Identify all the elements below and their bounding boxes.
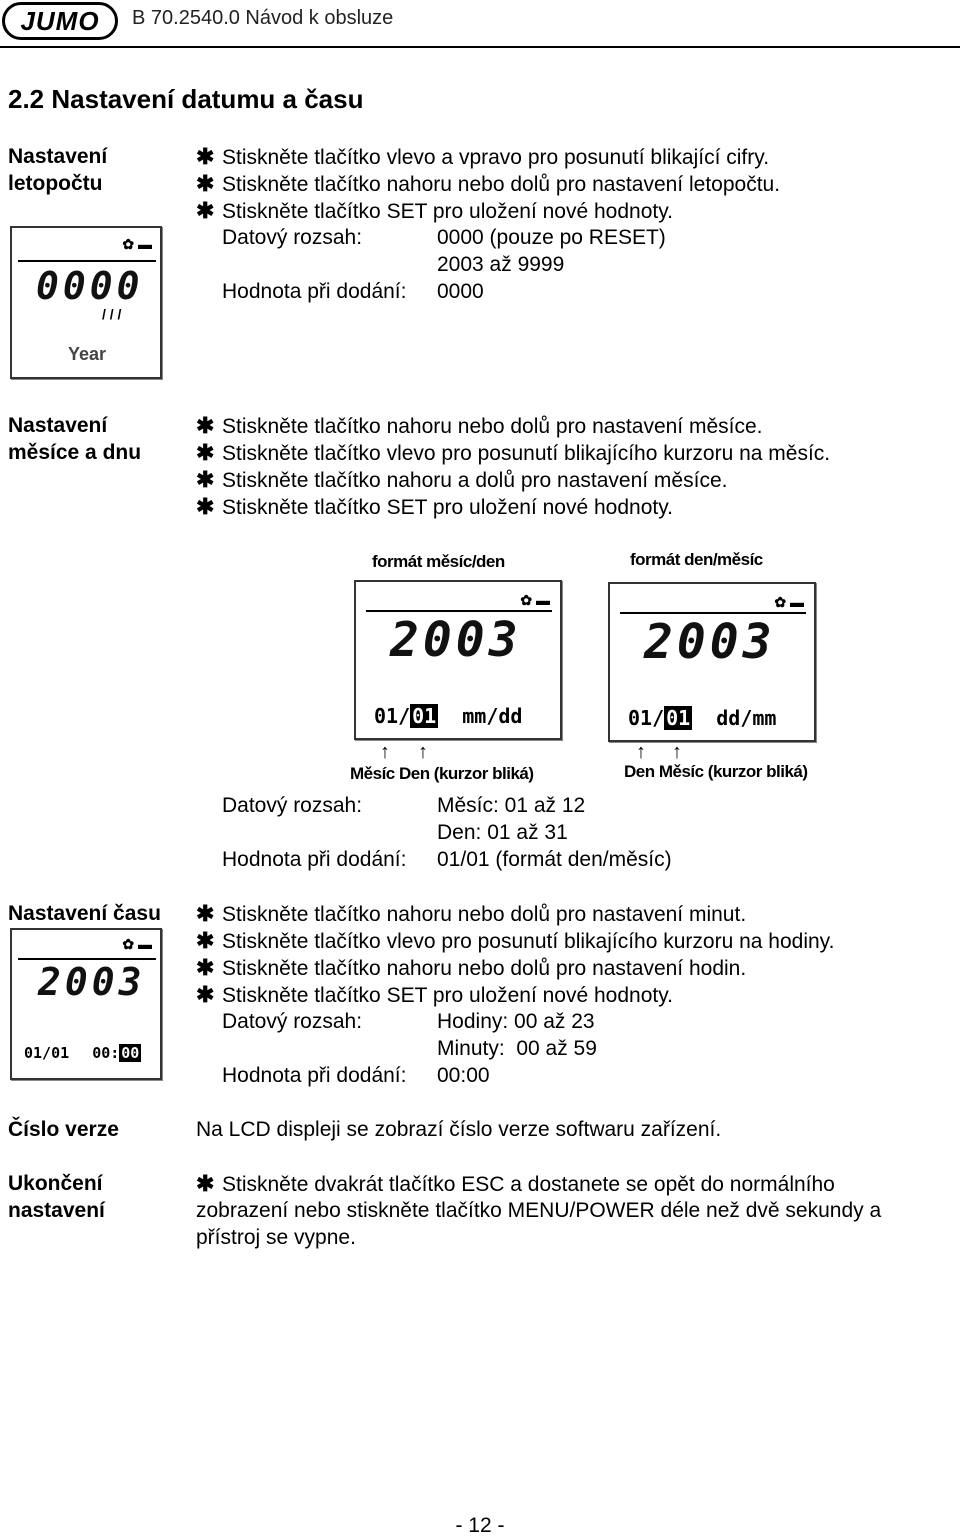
year-lcd-unit: Year [68, 344, 107, 364]
year-default-value: 0000 [437, 280, 484, 303]
month-day-default-label: Hodnota při dodání: [222, 848, 407, 871]
asterisk-icon: ✱ [196, 1171, 215, 1196]
gear-icon: ✿ [774, 594, 787, 610]
asterisk-icon: ✱ [196, 494, 215, 519]
asterisk-icon: ✱ [196, 440, 215, 465]
display-left-lcd [354, 580, 562, 740]
time-range-value-2: Minuty: 00 až 59 [437, 1037, 597, 1060]
year-range-value-2: 2003 až 9999 [437, 253, 565, 276]
year-step-3: ✱ Stiskněte tlačítko SET pro uložení nové hodnoty. [196, 198, 673, 223]
asterisk-icon: ✱ [196, 955, 215, 980]
display-left-footer: Měsíc Den (kurzor bliká) [350, 764, 534, 783]
asterisk-icon: ✱ [196, 467, 215, 492]
month-day-label: Nastavení měsíce a dnu [8, 414, 142, 464]
display-right-digits: 2003 [644, 614, 776, 670]
year-lcd-display [10, 226, 162, 379]
year-lcd-digits: 0000 [36, 264, 144, 308]
header-divider [0, 46, 960, 48]
status-icons [520, 592, 550, 609]
status-icons [774, 594, 804, 611]
month-day-step-4: ✱ Stiskněte tlačítko SET pro uložení nové hodnoty. [196, 494, 673, 519]
year-step-2: ✱ Stiskněte tlačítko nahoru nebo dolů pro nastavení letopočtu. [196, 171, 781, 196]
jumo-logo [2, 2, 118, 40]
version-text: Na LCD displeji se zobrazí číslo verze softwaru zařízení. [196, 1118, 722, 1141]
arrow-up-icon: ↑ [636, 741, 646, 763]
display-right-caption: formát den/měsíc [630, 550, 763, 569]
year-label: Nastavení letopočtu [8, 145, 108, 195]
battery-icon: ▬ [138, 936, 152, 952]
document-title: B 70.2540.0 Návod k obsluze [132, 7, 394, 29]
time-default-value: 00:00 [437, 1064, 490, 1087]
display-right-footer: Den Měsíc (kurzor bliká) [624, 762, 808, 781]
month-day-step-2: ✱ Stiskněte tlačítko vlevo pro posunutí blikajícího kurzoru na měsíc. [196, 440, 831, 465]
month-day-range-value-1: Měsíc: 01 až 12 [437, 794, 586, 817]
month-day-step-3: ✱ Stiskněte tlačítko nahoru a dolů pro nastavení měsíce. [196, 467, 728, 492]
gear-icon: ✿ [122, 236, 135, 252]
time-step-1: ✱ Stiskněte tlačítko nahoru nebo dolů pro nastavení minut. [196, 901, 747, 926]
time-lcd-display [10, 928, 162, 1080]
asterisk-icon: ✱ [196, 144, 215, 169]
gear-icon: ✿ [122, 936, 135, 952]
month-day-default-value: 01/01 (formát den/měsíc) [437, 848, 672, 871]
time-lcd-digits: 2003 [38, 960, 146, 1004]
display-left-date: 01/ 01 mm/dd [374, 704, 523, 728]
arrow-up-icon: ↑ [380, 741, 390, 763]
exit-text-line-1: ✱ Stiskněte dvakrát tlačítko ESC a dostanete se opět do normálního [196, 1171, 835, 1196]
exit-text-line-2: zobrazení nebo stiskněte tlačítko MENU/POWER déle než dvě sekundy a [196, 1199, 882, 1222]
year-range-label: Datový rozsah: [222, 226, 363, 249]
asterisk-icon: ✱ [196, 928, 215, 953]
display-left-digits: 2003 [390, 612, 522, 668]
asterisk-icon: ✱ [196, 901, 215, 926]
year-step-1: ✱ Stiskněte tlačítko vlevo a vpravo pro posunutí blikající cifry. [196, 144, 770, 169]
time-default-label: Hodnota při dodání: [222, 1064, 407, 1087]
asterisk-icon: ✱ [196, 413, 215, 438]
time-range-label: Datový rozsah: [222, 1010, 363, 1033]
battery-icon: ▬ [138, 236, 152, 252]
version-label: Číslo verze [8, 1118, 119, 1141]
month-day-range-label: Datový rozsah: [222, 794, 363, 817]
year-range-value-1: 0000 (pouze po RESET) [437, 226, 666, 249]
arrow-up-icon: ↑ [672, 741, 682, 763]
display-right-date: 01/ 01 dd/mm [628, 706, 777, 730]
cursor-marks: / / / [102, 306, 122, 322]
logo-text: JUMO [20, 5, 100, 36]
asterisk-icon: ✱ [196, 198, 215, 223]
arrow-up-icon: ↑ [418, 741, 428, 763]
display-left-caption: formát měsíc/den [372, 552, 505, 571]
page-number: - 12 - [455, 1514, 505, 1537]
exit-label: Ukončení nastavení [8, 1172, 105, 1222]
exit-text-line-3: přístroj se vypne. [196, 1226, 356, 1249]
time-step-4: ✱ Stiskněte tlačítko SET pro uložení nové hodnoty. [196, 982, 673, 1007]
battery-icon: ▬ [790, 594, 804, 610]
battery-icon: ▬ [536, 592, 550, 608]
asterisk-icon: ✱ [196, 171, 215, 196]
section-title: 2.2 Nastavení datumu a času [8, 84, 364, 114]
asterisk-icon: ✱ [196, 982, 215, 1007]
month-day-step-1: ✱ Stiskněte tlačítko nahoru nebo dolů pro nastavení měsíce. [196, 413, 763, 438]
month-day-range-value-2: Den: 01 až 31 [437, 821, 568, 844]
time-label: Nastavení času [8, 902, 161, 925]
time-step-2: ✱ Stiskněte tlačítko vlevo pro posunutí blikajícího kurzoru na hodiny. [196, 928, 835, 953]
year-default-label: Hodnota při dodání: [222, 280, 407, 303]
status-icons [122, 936, 152, 953]
display-right-lcd [608, 582, 816, 742]
gear-icon: ✿ [520, 592, 533, 608]
time-lcd-datetime: 01/01 00: 00 [24, 1044, 140, 1062]
time-range-value-1: Hodiny: 00 až 23 [437, 1010, 595, 1033]
time-step-3: ✱ Stiskněte tlačítko nahoru nebo dolů pro nastavení hodin. [196, 955, 747, 980]
status-icons [122, 236, 152, 253]
